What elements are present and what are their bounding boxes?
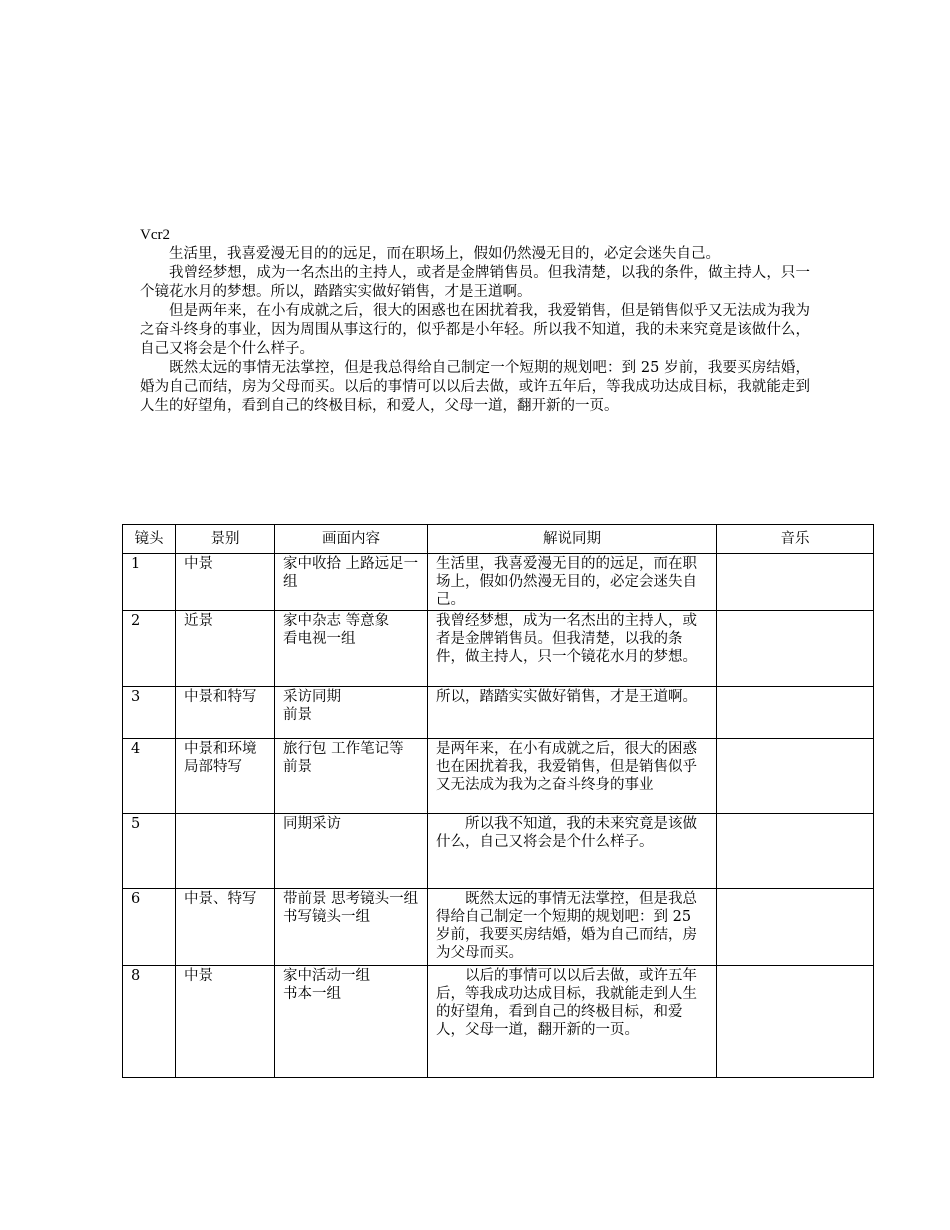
shot-content (275, 611, 428, 687)
table-row (123, 611, 874, 687)
shot-content-line: 带前景 思考镜头一组 (283, 891, 419, 907)
shot-content-line: 书本一组 (283, 986, 341, 1002)
shot-number: 8 (123, 966, 176, 1078)
scene-type (176, 554, 275, 611)
shot-content (275, 966, 428, 1078)
scene-type (176, 687, 275, 739)
shot-number: 5 (123, 814, 176, 889)
shot-number: 3 (123, 687, 176, 739)
table-row (123, 966, 874, 1078)
shot-content (275, 554, 428, 611)
table-row (123, 687, 874, 739)
music (717, 814, 874, 889)
narration: 我曾经梦想，成为一名杰出的主持人，或者是金牌销售员。但我清楚，以我的条件，做主持人，只一个镜花水月的梦想。 (428, 611, 717, 687)
shot-number: 2 (123, 611, 176, 687)
scene-type-line: 局部特写 (184, 759, 242, 775)
table-row (123, 739, 874, 814)
music (717, 889, 874, 966)
column-header-content: 画面内容 (275, 525, 428, 554)
narration: 所以，踏踏实实做好销售，才是王道啊。 (428, 687, 717, 739)
shot-content-line: 旅行包 工作笔记等 (283, 741, 404, 757)
shot-content-line: 家中收拾 上路远足一组 (283, 556, 419, 590)
table-header-row (123, 525, 874, 554)
scene-type (176, 739, 275, 814)
narration: 以后的事情可以以后去做，或许五年后，等我成功达成目标，我就能走到人生的好望角，看到自己的终极目标，和爱人，父母一道，翻开新的一页。 (428, 966, 717, 1078)
column-header-narration: 解说同期 (428, 525, 717, 554)
narration: 生活里，我喜爱漫无目的的远足，而在职场上，假如仍然漫无目的，必定会迷失自己。 (428, 554, 717, 611)
scene-type-line: 中景 (184, 968, 213, 984)
shot-content-line: 前景 (283, 707, 312, 723)
column-header-shot: 镜头 (123, 525, 176, 554)
narration: 既然太远的事情无法掌控，但是我总得给自己制定一个短期的规划吧：到 25 岁前，我要买房结婚，婚为自己而结，房为父母而买。 (428, 889, 717, 966)
scene-type (176, 889, 275, 966)
shot-content-line: 家中活动一组 (283, 968, 370, 984)
column-header-scene: 景别 (176, 525, 275, 554)
paragraph: 既然太远的事情无法掌控，但是我总得给自己制定一个短期的规划吧：到 25 岁前，我要买房结婚，婚为自己而结，房为父母而买。以后的事情可以以后去做，或许五年后，等我成功达成目标，我就能走到人生的好望角，看到自己的终极目标，和爱人，父母一道，翻开新的一页。 (140, 360, 810, 414)
shot-content (275, 739, 428, 814)
scene-type (176, 814, 275, 889)
scene-type-line: 中景 (184, 556, 213, 572)
shot-content-line: 看电视一组 (283, 631, 356, 647)
shot-content-line: 书写镜头一组 (283, 909, 370, 925)
shot-content-line: 前景 (283, 759, 312, 775)
shot-list-table (122, 524, 874, 1078)
table-row (123, 814, 874, 889)
scene-type-line: 中景和特写 (184, 689, 257, 705)
column-header-music: 音乐 (717, 525, 874, 554)
music (717, 687, 874, 739)
shot-content (275, 687, 428, 739)
scene-type-line: 中景和环境 (184, 741, 257, 757)
scene-type (176, 611, 275, 687)
shot-content (275, 889, 428, 966)
music (717, 966, 874, 1078)
music (717, 611, 874, 687)
shot-number: 4 (123, 739, 176, 814)
document-title: Vcr2 (140, 227, 170, 243)
music (717, 554, 874, 611)
scene-type (176, 966, 275, 1078)
table-row (123, 889, 874, 966)
shot-content-line: 同期采访 (283, 816, 341, 832)
shot-number: 1 (123, 554, 176, 611)
music (717, 739, 874, 814)
shot-content-line: 家中杂志 等意象 (283, 613, 390, 629)
paragraph: 我曾经梦想，成为一名杰出的主持人，或者是金牌销售员。但我清楚，以我的条件，做主持人，只一个镜花水月的梦想。所以，踏踏实实做好销售，才是王道啊。 (140, 265, 810, 300)
shot-content (275, 814, 428, 889)
script-intro (140, 226, 810, 416)
paragraph: 但是两年来，在小有成就之后，很大的困惑也在困扰着我，我爱销售，但是销售似乎又无法成为我为之奋斗终身的事业，因为周围从事这行的，似乎都是小年轻。所以我不知道，我的未来究竟是该做什么，自己又将会是个什么样子。 (140, 303, 810, 357)
paragraph: 生活里，我喜爱漫无目的的远足，而在职场上，假如仍然漫无目的，必定会迷失自己。 (169, 246, 720, 262)
scene-type-line: 近景 (184, 613, 213, 629)
narration: 是两年来，在小有成就之后，很大的困惑也在困扰着我，我爱销售，但是销售似乎又无法成为我为之奋斗终身的事业 (428, 739, 717, 814)
scene-type-line: 中景、特写 (184, 891, 257, 907)
shot-content-line: 采访同期 (283, 689, 341, 705)
narration: 所以我不知道，我的未来究竟是该做什么，自己又将会是个什么样子。 (428, 814, 717, 889)
table-row (123, 554, 874, 611)
shot-number: 6 (123, 889, 176, 966)
